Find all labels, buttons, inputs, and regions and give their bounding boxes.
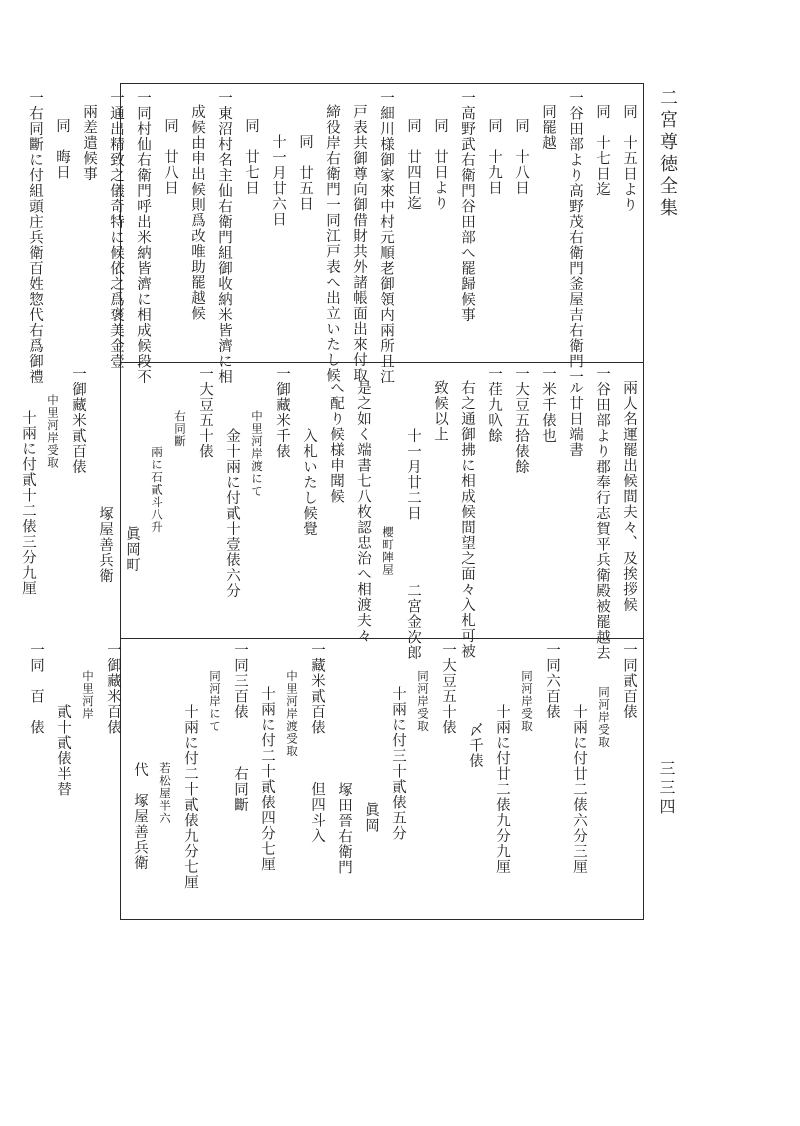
upper-text-column: 締役岸右衛門一同江戸表へ出立いたし候 bbox=[324, 104, 340, 383]
lower-text-column: 十兩に付三十貳俵五分 bbox=[390, 686, 406, 841]
lower-text-column: 一藏米貳百俵 但四斗入 bbox=[309, 642, 325, 844]
lower-text-column: 〆千俵 bbox=[467, 722, 483, 769]
upper-text-column: 一高野武右衛門谷田部へ罷歸候事 bbox=[459, 90, 475, 323]
upper-text-column: 同 十五日より bbox=[621, 104, 637, 213]
lower-text-column: 若松屋半六 bbox=[158, 762, 172, 825]
lower-text-column: 同河岸受取 bbox=[597, 686, 611, 749]
middle-text-column: 櫻町陣屋 bbox=[381, 526, 395, 576]
lower-text-column: 同河岸受取 bbox=[416, 670, 430, 733]
lower-text-column: 一同貳百俵 bbox=[621, 642, 637, 720]
upper-text-column: 同 十九日 bbox=[486, 118, 502, 196]
upper-text-column: 一谷田部より高野茂右衛門釜屋吉右衛門一 bbox=[567, 90, 583, 385]
upper-text-column: 同 廿四日迄 bbox=[405, 118, 421, 211]
middle-text-column: 一荏九叺餘 bbox=[486, 366, 502, 444]
upper-text-column: 同 廿五日 bbox=[297, 134, 313, 212]
middle-text-column: 十一月廿二日 二宮金次郎 bbox=[405, 428, 421, 661]
text-block-upper bbox=[27, 90, 640, 385]
page-number: 三三四 bbox=[657, 760, 676, 817]
upper-text-column: 一同村仙右衛門呼出米納皆濟に相成候段不 bbox=[135, 90, 151, 385]
middle-text-column: 中里河岸渡にて bbox=[250, 410, 264, 498]
lower-text-column: 代 塚屋善兵衛 bbox=[132, 762, 148, 871]
upper-text-column: 一右同斷に付組頭庄兵衛百姓惣代右爲御禮 bbox=[27, 90, 43, 385]
running-head: 二宮尊徳全集 bbox=[657, 88, 678, 220]
middle-text-column: 右之通御拂に相成候間望之面々入札可被 bbox=[459, 380, 475, 659]
upper-text-column: 戸表共御尊向御借財共外諸帳面出來付取 bbox=[351, 104, 367, 383]
lower-text-column: 同河岸受取 bbox=[520, 670, 534, 733]
lower-text-column: 一同三百俵 右同斷 bbox=[232, 642, 248, 813]
middle-text-column: 一米千俵也 bbox=[540, 366, 556, 444]
middle-text-column: 致候以上 bbox=[432, 380, 448, 442]
lower-text-column: 一大豆五十俵 bbox=[440, 642, 456, 735]
middle-text-column: 眞岡町 bbox=[124, 526, 140, 573]
lower-text-column: 眞岡 bbox=[363, 802, 379, 833]
upper-text-column: 同 十七日迄 bbox=[594, 104, 610, 197]
middle-text-column: 金十兩に付貳十壹俵六分 bbox=[224, 428, 240, 599]
middle-text-column: 右同斷 bbox=[173, 410, 187, 448]
lower-text-column: 中里河岸渡受取 bbox=[285, 670, 299, 758]
upper-text-column: 同 十八日 bbox=[513, 118, 529, 196]
middle-text-column: 十兩に付貳十二俵三分九厘 bbox=[20, 410, 36, 596]
upper-text-column: 成候由申出候則爲改唯助罷越候 bbox=[189, 104, 205, 321]
upper-text-column: 同 晦日 bbox=[54, 118, 70, 180]
middle-text-column: 一谷田部より郡奉行志賀平兵衛殿被罷越去 bbox=[594, 366, 610, 661]
middle-text-column: 一御藏米千俵 bbox=[274, 366, 290, 459]
middle-text-column: 兩に石貳斗八升 bbox=[150, 446, 164, 534]
lower-text-column: 十兩に付二十貳俵九分七厘 bbox=[182, 704, 198, 890]
lower-text-column: 一同六百俵 bbox=[544, 642, 560, 720]
upper-text-column: 一東沼村名主仙右衛門組御收納米皆濟に相 bbox=[216, 90, 232, 385]
lower-text-column: 同河岸にて bbox=[208, 670, 222, 733]
upper-text-column: 同 廿日より bbox=[432, 118, 448, 211]
middle-text-column: 入札いたし候覺 bbox=[301, 428, 317, 537]
upper-text-column: 同罷越 bbox=[540, 104, 556, 151]
upper-text-column: 兩差遣候事 bbox=[81, 104, 97, 182]
lower-text-column: 十兩に付二十貳俵四分七厘 bbox=[259, 686, 275, 872]
middle-text-column: へ配り候様申聞候 bbox=[328, 380, 344, 504]
lower-text-column: 塚田晉右衛門 bbox=[336, 782, 352, 875]
upper-text-column: 同 廿七日 bbox=[243, 118, 259, 196]
lower-text-column: 一同 百 俵 bbox=[28, 642, 44, 735]
middle-text-column: 一御藏米貳百俵 bbox=[70, 366, 86, 475]
middle-text-column: 兩人名運罷出候間夫々、及挨拶候 bbox=[621, 380, 637, 613]
text-block-middle bbox=[20, 366, 640, 661]
middle-text-column: 是之如く端書七八枚認忠治へ相渡夫々 bbox=[355, 380, 371, 644]
upper-text-column: 一通出精致之儀奇特に候依之爲褒美金壹 bbox=[108, 90, 124, 369]
lower-text-column: 十兩に付廿二俵六分三厘 bbox=[571, 704, 587, 875]
upper-text-column: 十一月廿六日 bbox=[270, 134, 286, 227]
lower-text-column: 十兩に付廿二俵九分九厘 bbox=[494, 704, 510, 875]
middle-text-column: 一大豆五十俵 bbox=[197, 366, 213, 459]
lower-text-column: 貳十貳俵半替 bbox=[55, 704, 71, 797]
middle-text-column: 一大豆五拾俵餘 bbox=[513, 366, 529, 475]
middle-text-column: 中里河岸受取 bbox=[46, 394, 60, 469]
section-divider-lower bbox=[120, 638, 644, 639]
upper-text-column: 同 廿八日 bbox=[162, 118, 178, 196]
text-block-lower bbox=[28, 642, 640, 916]
lower-text-column: 中里河岸 bbox=[81, 670, 95, 720]
upper-text-column: 一細川様御家來中村元順老御領内兩所且江 bbox=[378, 90, 394, 385]
middle-text-column: ル廿日端書 bbox=[567, 380, 583, 458]
middle-text-column: 塚屋善兵衛 bbox=[97, 506, 113, 584]
lower-text-column: 一御藏米百俵 bbox=[105, 642, 121, 735]
